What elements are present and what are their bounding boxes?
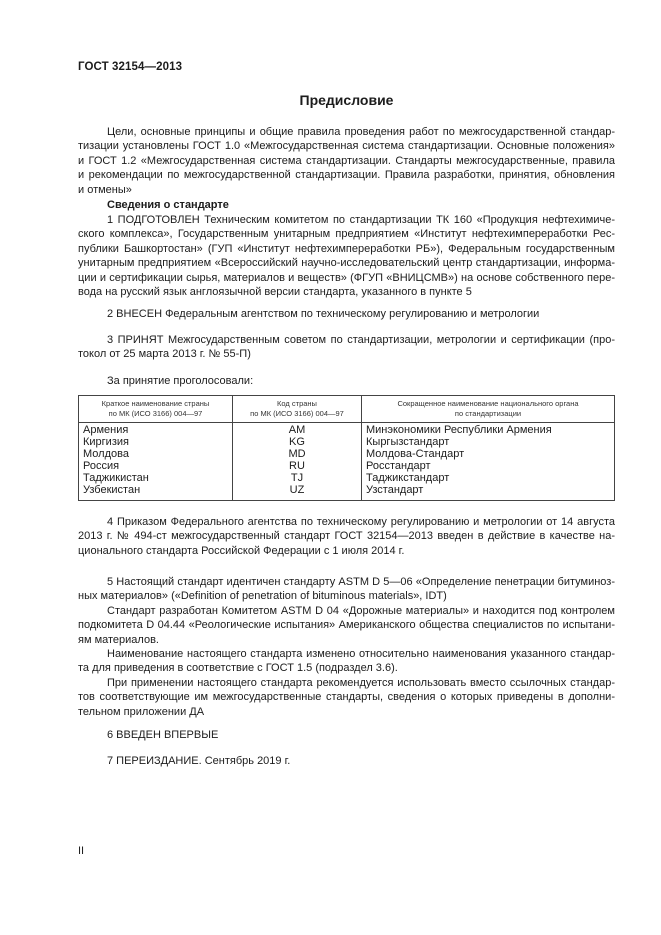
- table-row: [79, 449, 615, 461]
- item-4-line: 4 Приказом Федерального агентства по техническому регулированию и метрологии от 14 августа: [107, 516, 615, 528]
- document-header: ГОСТ 32154—2013: [78, 61, 183, 73]
- page-number: II: [78, 845, 85, 857]
- item-5-name-paragraph: [78, 647, 615, 676]
- organ-cell: Росстандарт: [362, 461, 615, 473]
- page-title: Предисловие: [299, 92, 394, 108]
- country-cell: Узбекистан: [79, 485, 233, 501]
- item-5-usage-paragraph: [78, 676, 615, 719]
- column-header-code: [233, 396, 362, 423]
- intro-line: тизации установлены ГОСТ 1.0 «Межгосударственная система стандартизации. Основные положения»: [78, 140, 615, 153]
- item-4-line: 2013 г. № 494-ст межгосударственный стандарт ГОСТ 32154—2013 введен в действие в качестве на-: [78, 530, 615, 543]
- country-cell: Армения: [79, 423, 233, 437]
- item-1-line: ского комплекса», Государственным унитарным предприятием «Институт нефтехимпереработки Рес-: [78, 228, 615, 241]
- item-1-line: вода на русский язык англоязычной версии стандарта, указанного в пункте 5: [78, 286, 472, 299]
- item-1-line: публики Башкортостан» (ГУП «Институт нефтехимпереработки РБ»), Федеральным государственным: [78, 242, 615, 255]
- code-cell: RU: [233, 461, 362, 473]
- item-6-paragraph: 6 ВВЕДЕН ВПЕРВЫЕ: [107, 729, 219, 741]
- header-line: Краткое наименование страны: [101, 399, 210, 408]
- organ-cell: Кыргызстандарт: [362, 437, 615, 449]
- item-5-line: ных материалов» («Definition of penetration of bituminous materials», IDT): [78, 590, 447, 603]
- header-line: по стандартизации: [454, 409, 522, 418]
- country-cell: Россия: [79, 461, 233, 473]
- voting-table: [78, 395, 615, 501]
- code-cell: UZ: [233, 485, 362, 501]
- item-4-line: ционального стандарта Российской Федерации с 1 июля 2014 г.: [78, 544, 405, 557]
- table-row: [79, 437, 615, 449]
- item-7-paragraph: 7 ПЕРЕИЗДАНИЕ. Сентябрь 2019 г.: [107, 755, 291, 767]
- country-cell: Молдова: [79, 449, 233, 461]
- header-line: Сокращенное наименование национального органа: [397, 399, 579, 408]
- section-title: Сведения о стандарте: [107, 199, 229, 211]
- table-row: [79, 461, 615, 473]
- item-5-usage-line: тов соответствующие им межгосударственные стандарты, сведения о которых приведены в дополни-: [78, 691, 615, 704]
- item-1-line: ции и сертификации сырья, материалов и веществ» (ФГУП «ВНИЦСМВ») на основе собственного пере-: [78, 271, 615, 284]
- item-3-paragraph: [78, 333, 615, 362]
- intro-paragraph: [78, 125, 615, 197]
- item-5-name-line: Наименование настоящего стандарта изменено относительно наименования указанного стандар-: [107, 648, 615, 660]
- column-header-country: [79, 396, 233, 423]
- header-line: по МК (ИСО 3166) 004—97: [108, 409, 203, 418]
- organ-cell: Минэкономики Республики Армения: [362, 423, 615, 437]
- item-5-name-line: та для приведения в соответствие с ГОСТ 1.5 (подраздел 3.6).: [78, 662, 398, 675]
- item-5-developed-paragraph: [78, 604, 615, 647]
- item-1-paragraph: [78, 213, 615, 299]
- item-5-developed-line: Стандарт разработан Комитетом ASTM D 04 «Дорожные материалы» и находится под контролем: [107, 605, 615, 617]
- table-header-row: [79, 396, 615, 423]
- code-cell: MD: [233, 449, 362, 461]
- code-cell: KG: [233, 437, 362, 449]
- item-2-paragraph: 2 ВНЕСЕН Федеральным агентством по техническому регулированию и метрологии: [107, 308, 540, 320]
- organ-cell: Узстандарт: [362, 485, 615, 501]
- code-cell: TJ: [233, 473, 362, 485]
- intro-line: Цели, основные принципы и общие правила проведения работ по межгосударственной стандар-: [107, 126, 615, 138]
- voted-label: За принятие проголосовали:: [107, 375, 254, 387]
- item-5-usage-line: При применении настоящего стандарта рекомендуется использовать вместо ссылочных стандар-: [107, 677, 615, 689]
- organ-cell: Таджикстандарт: [362, 473, 615, 485]
- item-4-paragraph: [78, 515, 615, 558]
- country-cell: Киргизия: [79, 437, 233, 449]
- column-header-organ: [362, 396, 615, 423]
- item-5-paragraph: [78, 575, 615, 604]
- header-line: Код страны: [277, 399, 317, 408]
- item-1-line: унитарным предприятием «Всероссийский научно-исследовательский центр стандартизации, информа-: [78, 257, 615, 270]
- item-5-usage-line: тельном приложении ДА: [78, 705, 205, 718]
- intro-line: и рекомендации по межгосударственной стандартизации. Правила разработки, принятия, обновления: [78, 169, 615, 182]
- item-5-line: 5 Настоящий стандарт идентичен стандарту ASTM D 5—06 «Определение пенетрации битуминоз-: [107, 576, 615, 588]
- item-5-developed-line: ям материалов.: [78, 633, 159, 646]
- item-3-line: токол от 25 марта 2013 г. № 55-П): [78, 348, 251, 361]
- table-row: [79, 473, 615, 485]
- code-cell: AM: [233, 423, 362, 437]
- item-1-line: 1 ПОДГОТОВЛЕН Техническим комитетом по стандартизации ТК 160 «Продукция нефтехимиче-: [107, 214, 615, 226]
- table-row: [79, 485, 615, 501]
- header-line: по МК (ИСО 3166) 004—97: [250, 409, 344, 418]
- organ-cell: Молдова-Стандарт: [362, 449, 615, 461]
- intro-line: и ГОСТ 1.2 «Межгосударственная система стандартизации. Стандарты межгосударственные, правила: [78, 154, 615, 167]
- intro-line: и отмены»: [78, 183, 132, 196]
- item-3-line: 3 ПРИНЯТ Межгосударственным советом по стандартизации, метрологии и сертификации (про-: [107, 334, 615, 346]
- country-cell: Таджикистан: [79, 473, 233, 485]
- item-5-developed-line: подкомитета D 04.44 «Реологические испытания» Американского общества специалистов по испытани-: [78, 619, 615, 632]
- table-row: [79, 423, 615, 437]
